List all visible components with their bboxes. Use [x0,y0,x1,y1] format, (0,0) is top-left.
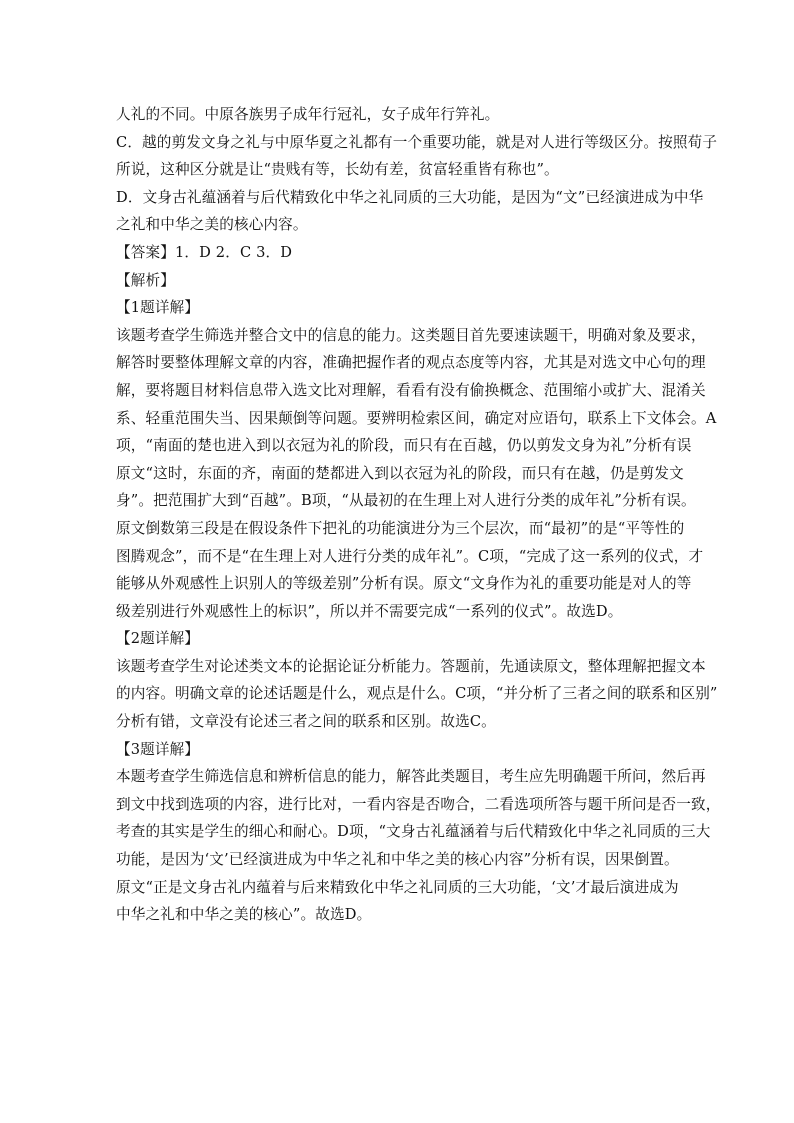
question-1-heading: 【1题详解】 [116,299,200,317]
text-line: 考查的其实是学生的细心和耐心。D项，“文身古礼蕴涵着与后代精致化中华之礼同质的三大 [116,823,711,841]
text-line: 人礼的不同。中原各族男子成年行冠礼，女子成年行笄礼。 [116,106,500,123]
question-2-heading: 【2题详解】 [116,630,200,648]
analysis-heading: 【解析】 [116,271,175,289]
text-line: 所说，这种区分就是让“贵贱有等，长幼有差，贫富轻重皆有称也”。 [116,161,559,179]
text-line: 项，“南面的楚也进入到以衣冠为礼的阶段，而只有在百越，仍以剪发文身为礼”分析有误 [116,437,692,455]
option-c-line: C．越的剪发文身之礼与中原华夏之礼都有一个重要功能，就是对人进行等级区分。按照荀子 [116,133,718,151]
text-line: 原文“正是文身古礼内蕴着与后来精致化中华之礼同质的三大功能，‘文’才最后演进成为 [116,878,679,896]
text-line: 原文“这时，东面的齐，南面的楚都进入到以衣冠为礼的阶段，而只有在越，仍是剪发文 [116,464,684,482]
text-line: 中华之礼和中华之美的核心”。故选D。 [116,906,372,924]
text-line: 分析有错，文章没有论述三者之间的联系和区别。故选C。 [116,713,496,731]
text-line: 本题考查学生筛选信息和辨析信息的能力，解答此类题目，考生应先明确题干所问，然后再 [116,768,706,786]
question-3-heading: 【3题详解】 [116,740,200,758]
text-line: 原文倒数第三段是在假设条件下把礼的功能演进分为三个层次，而“最初”的是“平等性的 [116,519,685,537]
option-d-line: D．文身古礼蕴涵着与后代精致化中华之礼同质的三大功能，是因为“文”已经演进成为中华 [116,188,704,206]
text-line: 图腾观念”，而不是“在生理上对人进行分类的成年礼”。C项，“完成了这一系列的仪式，才 [116,547,704,565]
text-line: 该题考查学生筛选并整合文中的信息的能力。这类题目首先要速读题干，明确对象及要求， [116,326,706,344]
text-line: 之礼和中华之美的核心内容。 [116,216,308,234]
answer-line: 【答案】1．D 2．C 3．D [116,243,293,261]
text-line: 该题考查学生对论述类文本的论据论证分析能力。答题前，先通读原文，整体理解把握文本 [116,657,706,675]
text-line: 级差别进行外观感性上的标识”，所以并不需要完成“一系列的仪式”。故选D。 [116,602,623,620]
text-line: 到文中找到选项的内容，进行比对，一看内容是否吻合，二看选项所答与题干所问是否一致， [116,795,721,813]
text-line: 解，要将题目材料信息带入选文比对理解，看看有没有偷换概念、范围缩小或扩大、混淆关 [116,381,706,399]
document-body [116,101,721,929]
text-line: 系、轻重范围失当、因果颠倒等问题。要辨明检索区间，确定对应语句，联系上下文体会。A [116,409,717,427]
text-line: 解答时要整体理解文章的内容，准确把握作者的观点态度等内容，尤其是对选文中心句的理 [116,354,706,372]
text-line: 功能，是因为‘文’已经演进成为中华之礼和中华之美的核心内容”分析有误，因果倒置。 [116,851,679,869]
text-line: 身”。把范围扩大到“百越”。B项，“从最初的在生理上对人进行分类的成年礼”分析有误。 [116,492,696,510]
text-line: 的内容。明确文章的论述话题是什么，观点是什么。C项，“并分析了三者之间的联系和区别” [116,685,718,703]
text-line: 能够从外观感性上识别人的等级差别”分析有误。原文“文身作为礼的重要功能是对人的等 [116,575,692,593]
